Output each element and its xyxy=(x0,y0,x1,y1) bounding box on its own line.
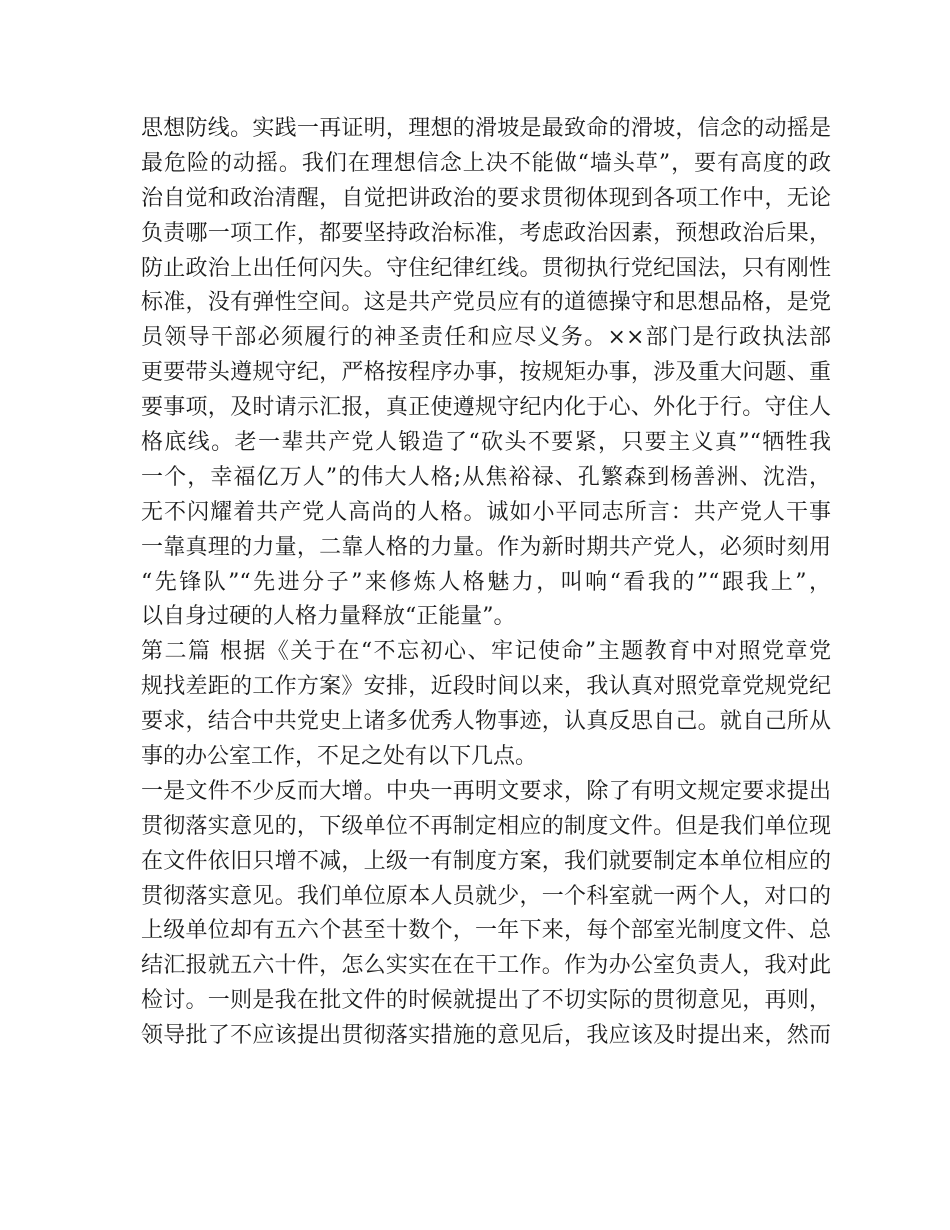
text-line: 第二篇 根据《关于在“不忘初心、牢记使命”主题教育中对照党章党 xyxy=(141,639,831,665)
text-line: 标准，没有弹性空间。这是共产党员应有的道德操守和思想品格，是党 xyxy=(141,290,831,316)
text-line: 思想防线。实践一再证明，理想的滑坡是最致命的滑坡，信念的动摇是 xyxy=(141,116,831,141)
text-line: 领导批了不应该提出贯彻落实措施的意见后，我应该及时提出来，然而 xyxy=(141,1023,831,1049)
text-line: 更要带头遵规守纪，严格按程序办事，按规矩办事，涉及重大问题、重 xyxy=(141,360,831,386)
text-line: “先锋队”“先进分子”来修炼人格魅力，叫响“看我的”“跟我上”， xyxy=(141,569,831,595)
text-line: 要求，结合中共党史上诸多优秀人物事迹，认真反思自己。就自己所从 xyxy=(141,709,831,735)
text-line: 以自身过硬的人格力量释放“正能量”。 xyxy=(141,604,516,630)
text-line: 无不闪耀着共产党人高尚的人格。诚如小平同志所言：共产党人干事 xyxy=(141,499,831,525)
text-line: 在文件依旧只增不减，上级一有制度方案，我们就要制定本单位相应的 xyxy=(141,848,831,874)
text-line: 贯彻落实意见。我们单位原本人员就少，一个科室就一两个人，对口的 xyxy=(141,883,831,909)
text-line: 员领导干部必须履行的神圣责任和应尽义务。××部门是行政执法部 xyxy=(141,325,831,351)
text-line: 负责哪一项工作，都要坚持政治标准，考虑政治因素，预想政治后果， xyxy=(141,220,831,246)
text-line: 检讨。一则是我在批文件的时候就提出了不切实际的贯彻意见，再则， xyxy=(141,988,831,1014)
text-line: 防止政治上出任何闪失。守住纪律红线。贯彻执行党纪国法，只有刚性 xyxy=(141,255,831,281)
text-line: 结汇报就五六十件，怎么实实在在干工作。作为办公室负责人，我对此 xyxy=(141,953,831,979)
document-body xyxy=(141,112,831,1054)
text-line: 一是文件不少反而大增。中央一再明文要求，除了有明文规定要求提出 xyxy=(141,778,831,804)
text-line: 一靠真理的力量，二靠人格的力量。作为新时期共产党人，必须时刻用 xyxy=(141,534,831,560)
text-line: 上级单位却有五六个甚至十数个，一年下来，每个部室光制度文件、总 xyxy=(141,918,831,944)
text-line: 格底线。老一辈共产党人锻造了“砍头不要紧，只要主义真”“牺牲我 xyxy=(141,430,831,456)
text-line: 治自觉和政治清醒，自觉把讲政治的要求贯彻体现到各项工作中，无论 xyxy=(141,185,831,211)
text-line: 规找差距的工作方案》安排，近段时间以来，我认真对照党章党规党纪 xyxy=(141,674,831,700)
text-line: 事的办公室工作，不足之处有以下几点。 xyxy=(141,744,538,770)
text-line: 要事项，及时请示汇报，真正使遵规守纪内化于心、外化于行。守住人 xyxy=(141,395,831,421)
text-line: 一个，幸福亿万人”的伟大人格;从焦裕禄、孔繁森到杨善洲、沈浩， xyxy=(141,464,831,490)
text-line: 贯彻落实意见的，下级单位不再制定相应的制度文件。但是我们单位现 xyxy=(141,813,831,839)
text-line: 最危险的动摇。我们在理想信念上决不能做“墙头草”，要有高度的政 xyxy=(141,150,831,176)
